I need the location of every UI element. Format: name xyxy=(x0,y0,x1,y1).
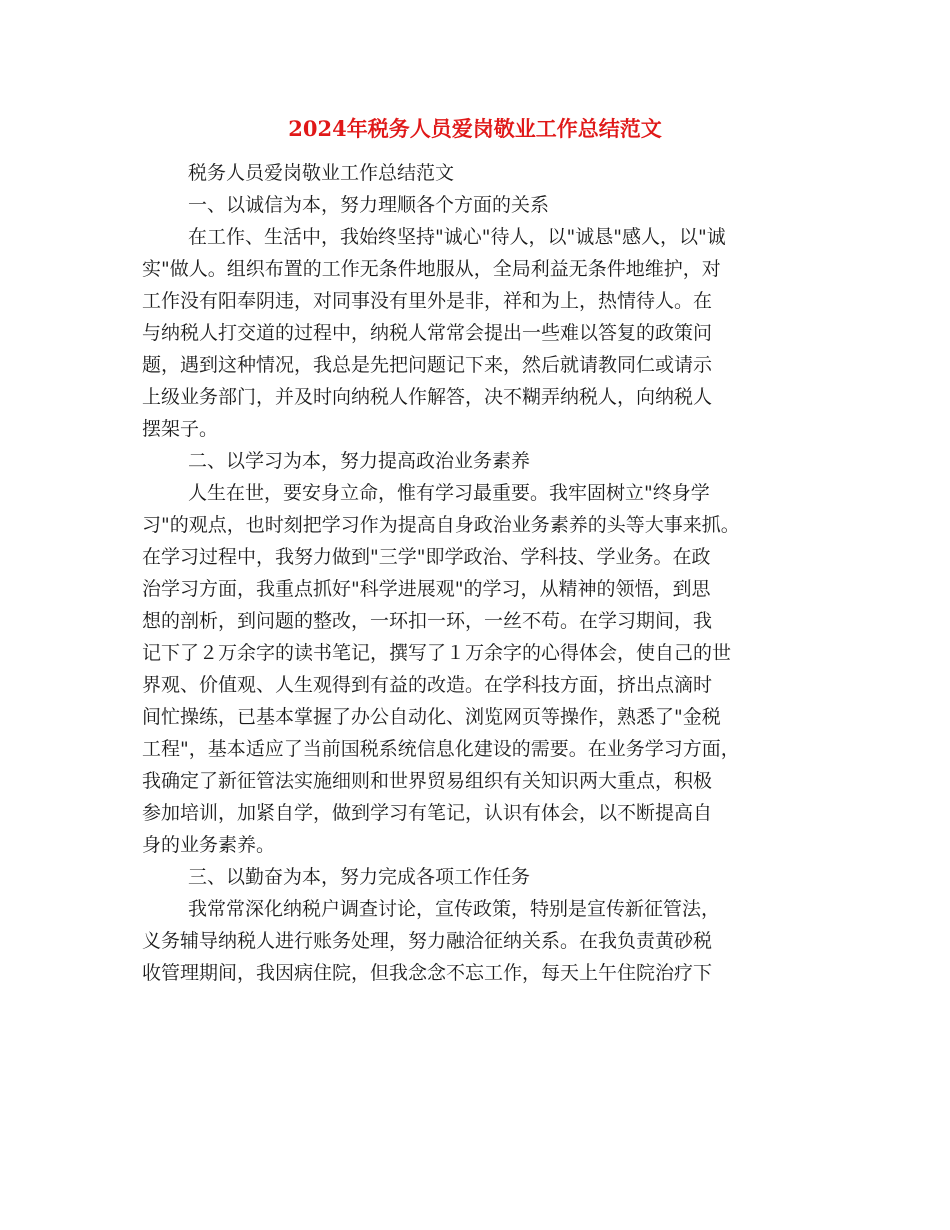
body-line: 人生在世，要安身立命，惟有学习最重要。我牢固树立"终身学 xyxy=(188,482,710,504)
body-line: 我确定了新征管法实施细则和世界贸易组织有关知识两大重点，积极 xyxy=(142,770,713,792)
body-line: 二、以学习为本，努力提高政治业务素养 xyxy=(188,450,531,472)
body-line: 习"的观点，也时刻把学习作为提高自身政治业务素养的头等大事来抓。 xyxy=(142,514,740,536)
body-line: 题，遇到这种情况，我总是先把问题记下来，然后就请教同仁或请示 xyxy=(142,354,713,376)
body-line: 收管理期间，我因病住院，但我念念不忘工作，每天上午住院治疗下 xyxy=(142,962,713,984)
body-line: 我常常深化纳税户调查讨论，宣传政策，特别是宣传新征管法， xyxy=(188,898,721,920)
body-line: 上级业务部门，并及时向纳税人作解答，决不糊弄纳税人，向纳税人 xyxy=(142,386,713,408)
body-line: 记下了２万余字的读书笔记，撰写了１万余字的心得体会，使自己的世 xyxy=(142,642,732,664)
body-line: 义务辅导纳税人进行账务处理，努力融洽征纳关系。在我负责黄砂税 xyxy=(142,930,713,952)
body-line: 治学习方面，我重点抓好"科学进展观"的学习，从精神的领悟，到思 xyxy=(142,578,711,600)
document-title: 2024年税务人员爱岗敬业工作总结范文 xyxy=(288,116,662,141)
document-body xyxy=(142,157,822,989)
body-line: 在学习过程中，我努力做到"三学"即学政治、学科技、学业务。在政 xyxy=(142,546,711,568)
body-line: 与纳税人打交道的过程中，纳税人常常会提出一些难以答复的政策问 xyxy=(142,322,713,344)
body-line: 工程"，基本适应了当前国税系统信息化建设的需要。在业务学习方面， xyxy=(142,738,740,760)
body-line: 界观、价值观、人生观得到有益的改造。在学科技方面，挤出点滴时 xyxy=(142,674,713,696)
body-line: 想的剖析，到问题的整改，一环扣一环，一丝不苟。在学习期间，我 xyxy=(142,610,713,632)
body-line: 工作没有阳奉阴违，对同事没有里外是非，祥和为上，热情待人。在 xyxy=(142,290,713,312)
body-line: 三、以勤奋为本，努力完成各项工作任务 xyxy=(188,866,531,888)
body-line: 摆架子。 xyxy=(142,418,219,440)
body-line: 间忙操练，已基本掌握了办公自动化、浏览网页等操作，熟悉了"金税 xyxy=(142,706,721,728)
body-line: 税务人员爱岗敬业工作总结范文 xyxy=(188,162,455,184)
body-line: 在工作、生活中，我始终坚持"诚心"待人，以"诚恳"感人，以"诚 xyxy=(188,226,726,248)
body-line: 身的业务素养。 xyxy=(142,834,276,856)
body-line: 参加培训，加紧自学，做到学习有笔记，认识有体会，以不断提高自 xyxy=(142,802,713,824)
body-line: 一、以诚信为本，努力理顺各个方面的关系 xyxy=(188,194,550,216)
body-line: 实"做人。组织布置的工作无条件地服从，全局利益无条件地维护，对 xyxy=(142,258,721,280)
